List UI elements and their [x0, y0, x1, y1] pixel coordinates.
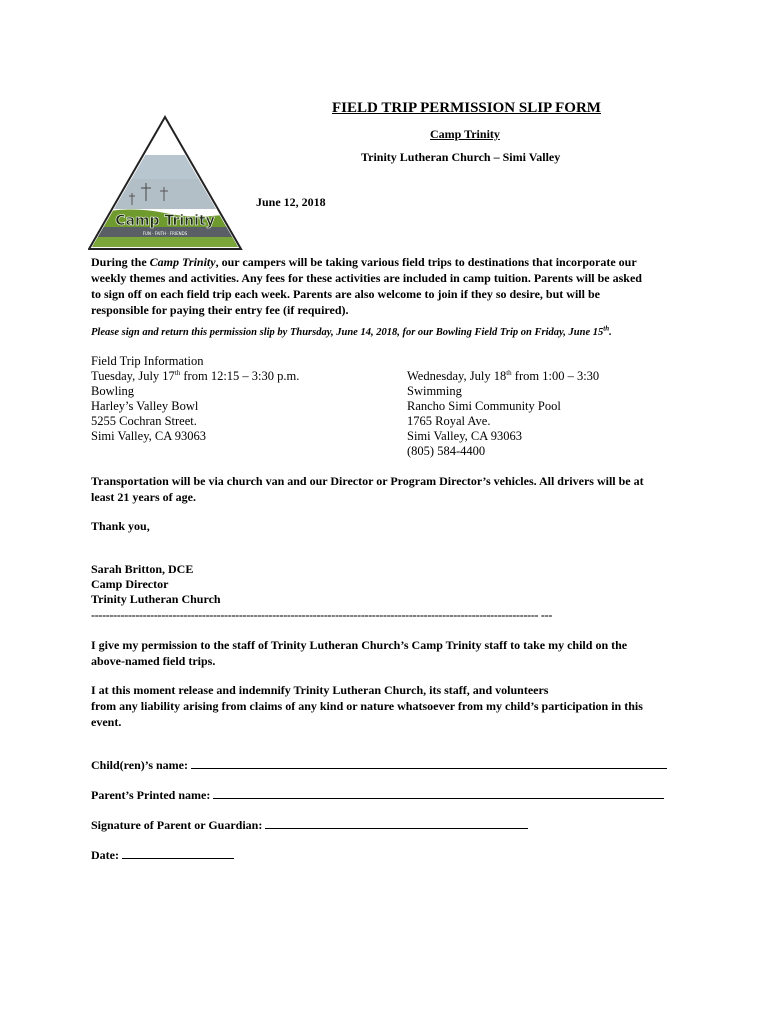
signer-role: Camp Director	[91, 577, 169, 591]
trip-info-left	[91, 354, 299, 444]
trip-info-heading: Field Trip Information	[91, 354, 204, 368]
intro-line2: weekly themes and activities. Any fees for these activities are included in camp tuition. Parents will be asked	[91, 271, 642, 285]
child-name-label: Child(ren)’s name:	[91, 758, 188, 772]
signature-input[interactable]	[265, 817, 528, 829]
transport-paragraph	[91, 473, 691, 505]
return-note-end: .	[609, 327, 612, 338]
release-paragraph	[91, 682, 691, 730]
trip-left-city: Simi Valley, CA 93063	[91, 429, 206, 443]
trip-right-street: 1765 Royal Ave.	[407, 414, 491, 428]
logo-text: Camp Trinity	[115, 213, 215, 229]
separator-line: ------------------------------------------------------------------------------------------------------------------------- ---	[91, 608, 553, 622]
signer-name: Sarah Britton, DCE	[91, 562, 194, 576]
trip-left-day: Tuesday, July 17th from 12:15 – 3:30 p.m.	[91, 368, 300, 383]
closing: Thank you,	[91, 519, 150, 533]
date-input[interactable]	[122, 847, 234, 859]
intro-paragraph	[91, 254, 691, 318]
date-field	[91, 847, 234, 863]
release-line2: from any liability arising from claims of any kind or nature whatsoever from my child’s participation in this	[91, 699, 643, 713]
signer-org: Trinity Lutheran Church	[91, 592, 221, 606]
trip-right-city: Simi Valley, CA 93063	[407, 429, 522, 443]
return-note	[91, 324, 612, 338]
permission-paragraph	[91, 637, 691, 669]
transport-line1: Transportation will be via church van and our Director or Program Director’s vehicles. All drivers will be at	[91, 474, 644, 488]
intro-line4: responsible for paying their entry fee (if required).	[91, 303, 349, 317]
form-title: FIELD TRIP PERMISSION SLIP FORM	[332, 100, 601, 116]
release-line1: I at this moment release and indemnify Trinity Lutheran Church, its staff, and volunteers	[91, 683, 549, 697]
trip-right-phone: (805) 584-4400	[407, 444, 486, 458]
permission-line1: I give my permission to the staff of Trinity Lutheran Church’s Camp Trinity staff to take my child on the	[91, 638, 628, 652]
trip-left-venue: Harley’s Valley Bowl	[91, 399, 199, 413]
camp-name: Camp Trinity	[430, 127, 500, 141]
return-note-sup: th	[603, 324, 610, 333]
letter-date: June 12, 2018	[256, 195, 326, 209]
parent-name-label: Parent’s Printed name:	[91, 788, 211, 802]
camp-trinity-logo	[88, 115, 243, 252]
church-line: Trinity Lutheran Church – Simi Valley	[361, 150, 561, 164]
date-label: Date:	[91, 848, 119, 862]
trip-right-activity: Swimming	[407, 384, 462, 398]
signature-field	[91, 817, 528, 833]
trip-right-venue: Rancho Simi Community Pool	[407, 399, 561, 413]
transport-line2: least 21 years of age.	[91, 490, 196, 504]
release-line3: event.	[91, 715, 122, 729]
trip-left-street: 5255 Cochran Street.	[91, 414, 197, 428]
parent-name-input[interactable]	[213, 787, 664, 799]
parent-name-field	[91, 787, 664, 803]
intro-line1: , our campers will be taking various field trips to destinations that incorporate our	[215, 255, 637, 269]
permission-line2: above-named field trips.	[91, 654, 216, 668]
intro-line3: to sign off on each field trip each week. Parents are also welcome to join if they so desire, but will be	[91, 287, 600, 301]
child-name-field	[91, 757, 667, 773]
child-name-input[interactable]	[191, 757, 667, 769]
logo-tagline: FUN · FAITH · FRIENDS	[142, 231, 188, 236]
intro-lead: During the	[91, 255, 150, 269]
trip-info-right	[407, 369, 599, 459]
trip-left-activity: Bowling	[91, 384, 135, 398]
return-note-text: Please sign and return this permission slip by Thursday, June 14, 2018, for our Bowling Field Trip on Friday, June 15	[91, 327, 604, 338]
trip-right-day: Wednesday, July 18th from 1:00 – 3:30	[407, 368, 600, 383]
signature-label: Signature of Parent or Guardian:	[91, 818, 263, 832]
signature-block	[91, 562, 691, 607]
intro-camp-italic: Camp Trinity	[149, 255, 216, 269]
